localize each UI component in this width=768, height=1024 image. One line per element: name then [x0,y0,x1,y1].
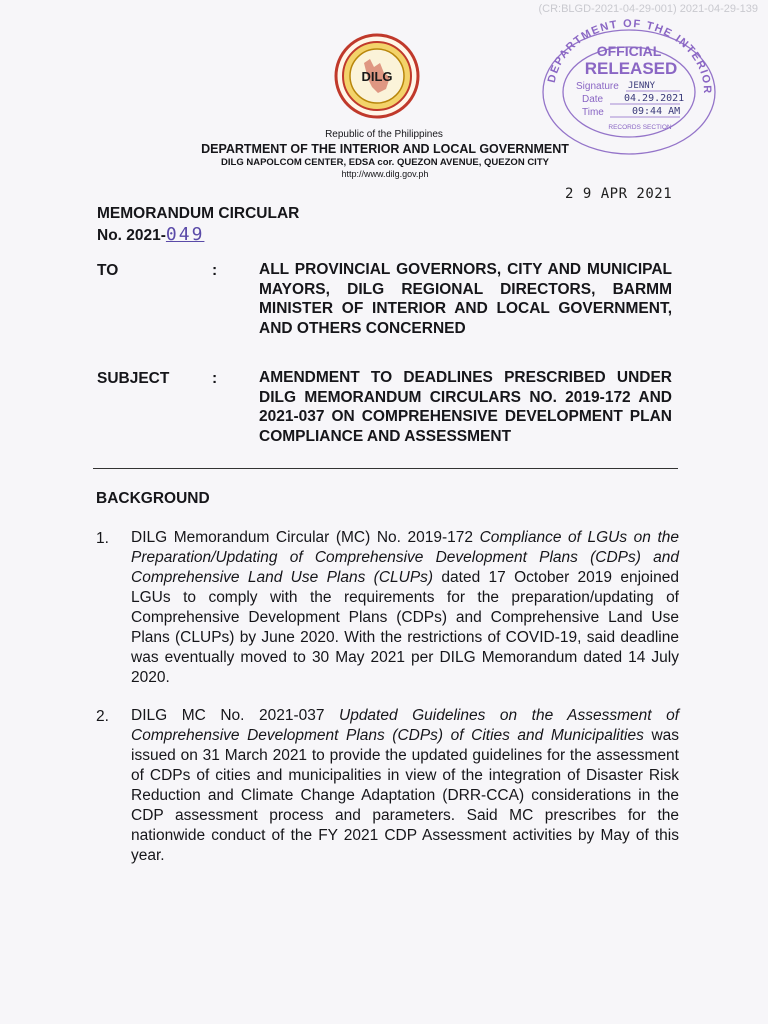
republic-line: Republic of the Philippines [325,129,443,140]
stamp-section: RECORDS SECTION [608,124,672,131]
dilg-seal [334,33,420,119]
background-paragraph-2: DILG MC No. 2021-037 Updated Guidelines on the Assessment of Comprehensive Development Plans (CDPs) of Cities and Municipalities was issued on 31 March 2021 to provide the updated guidelines for the assessment of CDPs of cities and municipalities in view of the integration of Disaster Risk Reduction and Climate Change Adaptation (DRR-CCA) considerations in the CDP assessment process and parameters. Said MC prescribes for the nationwide conduct of the FY 2021 CDP Assessment activities by May of this year. [131,707,680,864]
stamp-line-released: RELEASED [584,59,678,78]
department-address: DILG NAPOLCOM CENTER, EDSA cor. QUEZON AVENUE, QUEZON CITY [221,157,549,168]
stamp-signature-value: JENNY [628,81,656,91]
official-released-stamp [540,12,718,157]
memo-number [97,224,204,245]
stamp-arc-text: DEPARTMENT OF THE INTERIOR [545,17,714,95]
memo-number-prefix: No. 2021- [97,227,166,244]
divider-rule [93,468,678,469]
background-heading: BACKGROUND [96,490,210,507]
received-date-stamp: 2 9 APR 2021 [565,186,673,202]
memo-number-handwritten: 049 [165,224,205,245]
stamp-time-value: 09:44 AM [632,106,681,117]
seal-label: DILG [361,69,393,84]
paragraph-number-1: 1. [96,530,109,547]
paragraph-number-2: 2. [96,708,109,725]
reference-code: (CR:BLGD-2021-04-29-001) 2021-04-29-139 [538,3,758,15]
stamp-date-label: Date [582,94,604,105]
to-addressees: ALL PROVINCIAL GOVERNORS, CITY AND MUNICIPAL MAYORS, DILG REGIONAL DIRECTORS, BARMM MINISTER OF INTERIOR AND LOCAL GOVERNMENT, AND OTHERS CONCERNED [259,261,672,337]
background-paragraph-1: DILG Memorandum Circular (MC) No. 2019-172 Compliance of LGUs on the Preparation/Updating of Comprehensive Development Plans (CDPs) and Comprehensive Land Use Plans (CLUPs) dated 17 October 2019 enjoined LGUs to comply with the requirements for the preparation/updating of Comprehensive Development Plans (CDPs) and Comprehensive Land Use Plans (CLUPs) by June 2020. With the restrictions of COVID-19, said deadline was eventually moved to 30 May 2021 per DILG Memorandum dated 14 July 2020. [131,529,679,686]
subject-label: SUBJECT [97,370,170,387]
department-url: http://www.dilg.gov.ph [341,169,429,179]
stamp-date-value: 04.29.2021 [624,93,685,104]
stamp-line-official: OFFICIAL [596,43,662,59]
to-colon: : [212,262,218,279]
memo-title: MEMORANDUM CIRCULAR [97,205,300,222]
subject-colon: : [212,370,218,387]
stamp-time-label: Time [582,107,604,118]
department-name: DEPARTMENT OF THE INTERIOR AND LOCAL GOVERNMENT [201,142,569,156]
to-label: TO [97,262,119,279]
subject-text: AMENDMENT TO DEADLINES PRESCRIBED UNDER DILG MEMORANDUM CIRCULARS NO. 2019-172 AND 2021-037 ON COMPREHENSIVE DEVELOPMENT PLAN COMPLIANCE AND ASSESSMENT [259,369,672,445]
stamp-signature-label: Signature [576,81,619,92]
